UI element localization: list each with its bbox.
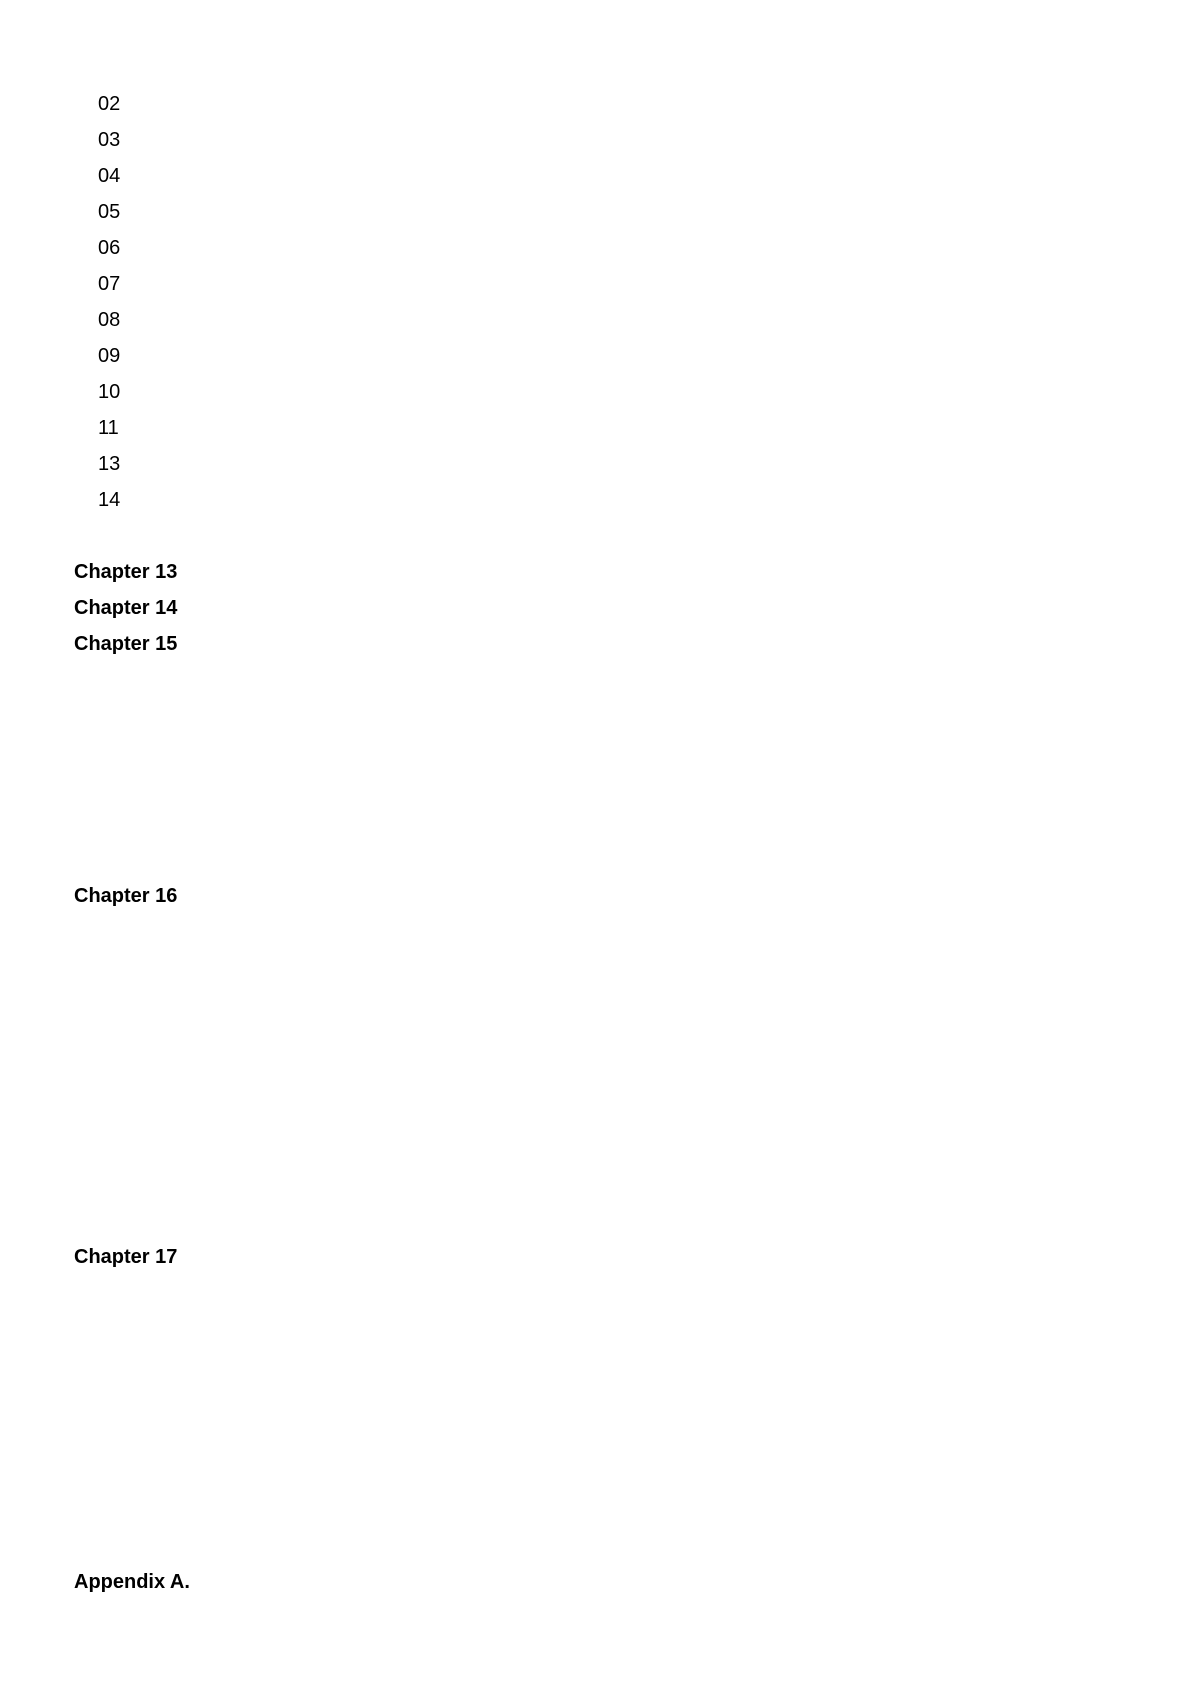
list-number: 02: [98, 93, 121, 115]
chapter-heading: Chapter 13: [74, 561, 178, 583]
list-number: 14: [98, 489, 121, 511]
list-number: 03: [98, 129, 121, 151]
list-number: 08: [98, 309, 121, 331]
chapter-heading: Chapter 17: [74, 1246, 178, 1268]
list-number: 09: [98, 345, 121, 367]
list-number: 11: [98, 417, 119, 439]
list-number: 07: [98, 273, 121, 295]
chapter-heading: Chapter 15: [74, 633, 178, 655]
chapter-heading: Chapter 16: [74, 885, 178, 907]
appendix-heading: Appendix A.: [74, 1571, 190, 1593]
list-number: 06: [98, 237, 121, 259]
list-number: 05: [98, 201, 121, 223]
chapter-heading: Chapter 14: [74, 597, 178, 619]
list-number: 04: [98, 165, 121, 187]
list-number: 10: [98, 381, 121, 403]
list-number: 13: [98, 453, 121, 475]
